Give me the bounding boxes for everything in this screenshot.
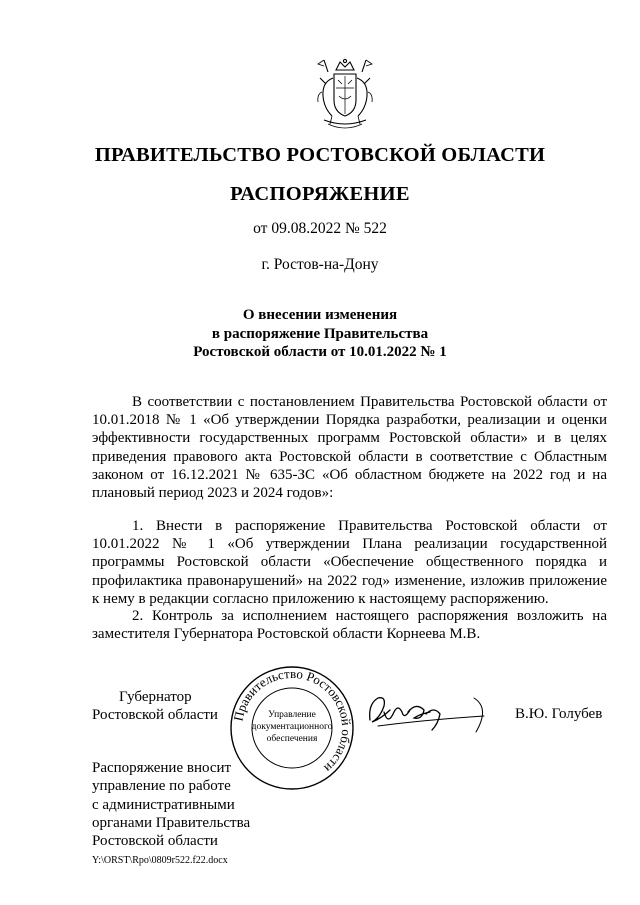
submitter-note-line: органами Правительства <box>92 814 251 831</box>
document-subject <box>0 306 640 362</box>
signatory-title <box>92 688 218 724</box>
submitter-note-line: Распоряжение вносит <box>92 760 232 776</box>
handwritten-signature-icon <box>364 690 494 736</box>
item-1-paragraph: 1. Внести в распоряжение Правительства Ростовской области от 10.01.2022 № 1 «Об утверждении Плана реализации государственной программы Ростовской области «Обеспечение общественного порядка и профилактика правонарушений» на 2022 год» изменение, изложив приложение к нему в редакции согласно приложению к настоящему распоряжению. <box>92 518 607 607</box>
submitter-note-line: Ростовской области <box>92 833 218 850</box>
signatory-title-line: Ростовской области <box>92 707 218 723</box>
stamp-inner-line: документационного <box>251 722 333 732</box>
submitter-note-line: с административными <box>92 796 235 813</box>
submitter-note <box>92 759 250 850</box>
subject-line: О внесении изменения <box>242 307 398 323</box>
submitter-note-line: управление по работе <box>92 778 231 795</box>
file-path: Y:\ORST\Rpo\0809r522.f22.docx <box>92 855 228 866</box>
document-date-number: от 09.08.2022 № 522 <box>253 220 387 237</box>
government-heading: ПРАВИТЕЛЬСТВО РОСТОВСКОЙ ОБЛАСТИ <box>94 144 546 166</box>
subject-line: Ростовской области от 10.01.2022 № 1 <box>193 344 447 360</box>
item-2-paragraph: 2. Контроль за исполнением настоящего распоряжения возложить на заместителя Губернатора Ростовской области Корнеева М.В. <box>92 608 607 643</box>
stamp-inner-line: Управление <box>268 710 316 720</box>
subject-line: в распоряжение Правительства <box>211 325 429 342</box>
document-city: г. Ростов-на-Дону <box>261 256 379 273</box>
stamp-inner-line: обеспечения <box>266 734 318 744</box>
signatory-title-line: Губернатор <box>119 689 192 705</box>
coat-of-arms-icon <box>314 58 376 138</box>
stamp-ring-text: Правительство Ростовской области <box>230 665 355 776</box>
intro-paragraph: В соответствии с постановлением Правительства Ростовской области от 10.01.2018 № 1 «Об утверждении Порядка разработки, реализации и оценки эффективности государственных программ Ростовской области» и в целях приведения правового акта Ростовской области в соответствие с Областным законом от 16.12.2021 № 635-ЗС «Об областном бюджете на 2022 год и на плановый период 2023 и 2024 годов»: <box>92 394 607 502</box>
document-type-heading: РАСПОРЯЖЕНИЕ <box>230 183 410 205</box>
signatory-name: В.Ю. Голубев <box>515 706 603 722</box>
